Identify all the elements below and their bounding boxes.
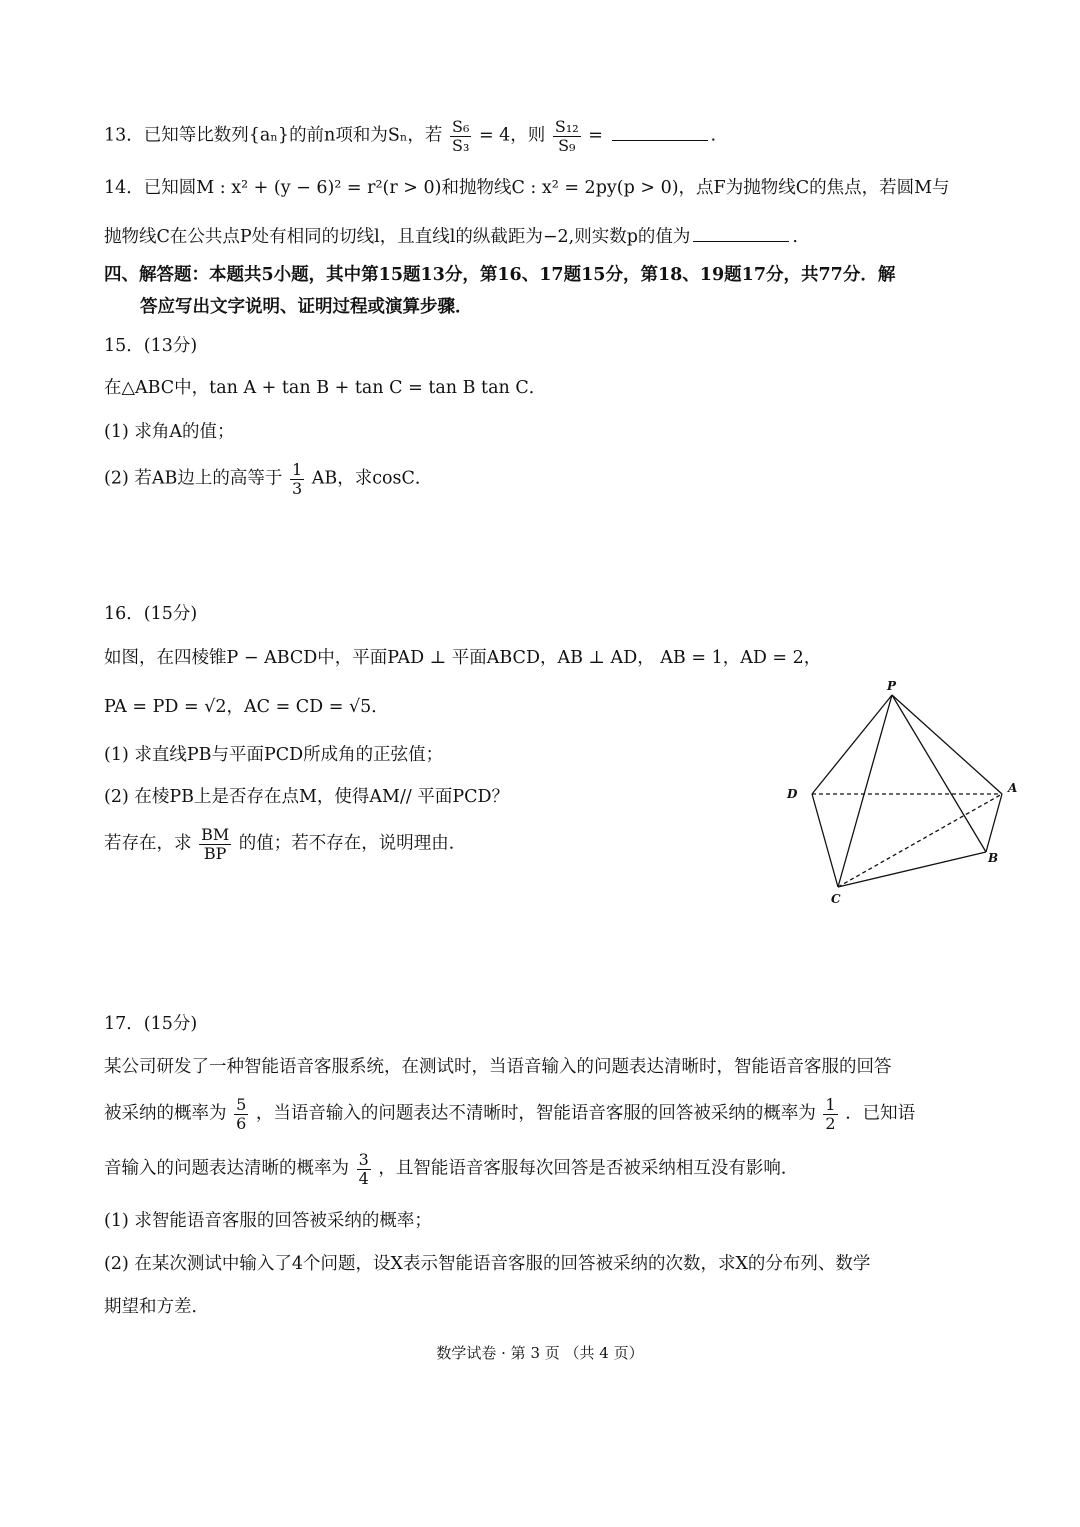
section4-line2: 答应写出文字说明、证明过程或演算步骤． (140, 297, 473, 317)
q14-answer-blank[interactable] (693, 240, 789, 242)
edge-pd (812, 695, 892, 794)
q17-line2-a: 被采纳的概率为 (104, 1103, 227, 1124)
q13-end: . (710, 125, 717, 146)
q17-part1: (1) 求智能语音客服的回答被采纳的概率； (104, 1211, 432, 1231)
q13-prefix: 13．已知等比数列 (104, 125, 249, 146)
q15-part1: (1) 求角A的值； (104, 422, 235, 442)
label-p: P (887, 680, 897, 693)
edge-ca-hidden (838, 794, 1002, 887)
edge-pa (892, 695, 1002, 794)
q16-part2: (2) 在棱PB上是否存在点M，使得AM// 平面PCD？ (104, 787, 510, 807)
label-a: A (1008, 781, 1018, 795)
label-c: C (831, 892, 841, 906)
q13-eq1: = 4，则 (478, 125, 546, 146)
q16-part3-post: 的值；若不存在，说明理由． (238, 833, 467, 854)
q14-line2-text: 抛物线C在公共点P处有相同的切线l，且直线l的纵截距为−2,则实数p的值为 (104, 227, 691, 247)
q13-ratio-s6-s3: $\frac{\text{S₆}}{\text{S₃}}$ (451, 117, 470, 155)
q16-stem1: 如图，在四棱锥P − ABCD中，平面PAD ⊥ 平面ABCD，AB ⊥ AD， AB = 1，AD = 2， (104, 648, 822, 668)
q17-header: 17．(15分) (104, 1014, 198, 1034)
edge-ba (986, 794, 1002, 852)
q17-line2-c: ．已知语 (845, 1103, 916, 1124)
q13-eq2: = (588, 125, 603, 146)
q13-ratio-s12-s9: $\frac{\text{S₁₂}}{\text{S₉}}$ (554, 117, 579, 155)
q17-line2 (104, 1096, 915, 1132)
q15-header: 15．(13分) (104, 336, 198, 356)
q13-line (104, 118, 716, 154)
q14-line2 (104, 229, 798, 247)
q17-line3 (104, 1151, 798, 1187)
section4-line1: 四、解答题：本题共5小题，其中第15题13分，第16、17题15分，第18、19题17分，共77分．解 (104, 265, 896, 285)
q14-end: . (792, 227, 798, 247)
q17-line1: 某公司研发了一种智能语音客服系统，在测试时，当语音输入的问题表达清晰时，智能语音客服的回答 (104, 1057, 892, 1077)
edge-pc (838, 695, 892, 887)
q17-part2-line2: 期望和方差． (104, 1297, 209, 1317)
q15-fraction: $\frac{1}{3}$ (291, 460, 303, 498)
q17-frac-1-2: $\frac{1}{2}$ (825, 1095, 836, 1133)
q15-stem: 在△ABC中，tan A + tan B + tan C = tan B tan C． (104, 378, 547, 398)
edge-pb (892, 695, 986, 852)
q16-part1: (1) 求直线PB与平面PCD所成角的正弦值； (104, 745, 444, 765)
q15-part2-pre: (2) 若AB边上的高等于 (104, 468, 283, 489)
q17-line3-a: 音输入的问题表达清晰的概率为 (104, 1158, 349, 1179)
q16-fraction: $\frac{BM}{BP}$ (201, 825, 230, 863)
q17-frac-3-4: $\frac{3}{4}$ (358, 1150, 369, 1188)
edge-cb (838, 852, 986, 887)
q15-part2-post: AB，求cosC． (311, 468, 433, 489)
q14-line1: 14．已知圆M : x² + (y − 6)² = r²(r > 0)和抛物线C : x² = 2py(p > 0)，点F为抛物线C的焦点，若圆M与 (104, 178, 950, 198)
q16-header: 16．(15分) (104, 604, 198, 624)
label-d: D (787, 787, 798, 801)
q16-part3 (104, 826, 466, 862)
edge-dc (812, 794, 838, 887)
q16-stem2: PA = PD = √2，AC = CD = √5． (104, 697, 389, 717)
q16-part3-pre: 若存在，求 (104, 833, 192, 854)
pyramid-figure (778, 680, 1038, 910)
label-b: B (988, 851, 999, 865)
page-footer: 数学试卷 · 第 3 页 （共 4 页） (436, 1344, 644, 1362)
q13-sequence: {aₙ} (248, 125, 290, 146)
q17-line2-b: ，当语音输入的问题表达不清晰时，智能语音客服的回答被采纳的概率为 (255, 1103, 816, 1124)
q13-answer-blank[interactable] (612, 139, 708, 141)
q13-middle: 的前n项和为Sₙ，若 (289, 125, 443, 146)
q17-frac-5-6: $\frac{5}{6}$ (236, 1095, 247, 1133)
q17-line3-b: ，且智能语音客服每次回答是否被采纳相互没有影响． (378, 1158, 799, 1179)
q15-part2 (104, 461, 432, 497)
q17-part2-line1: (2) 在某次测试中输入了4个问题，设X表示智能语音客服的回答被采纳的次数，求X的分布列、数学 (104, 1254, 871, 1274)
